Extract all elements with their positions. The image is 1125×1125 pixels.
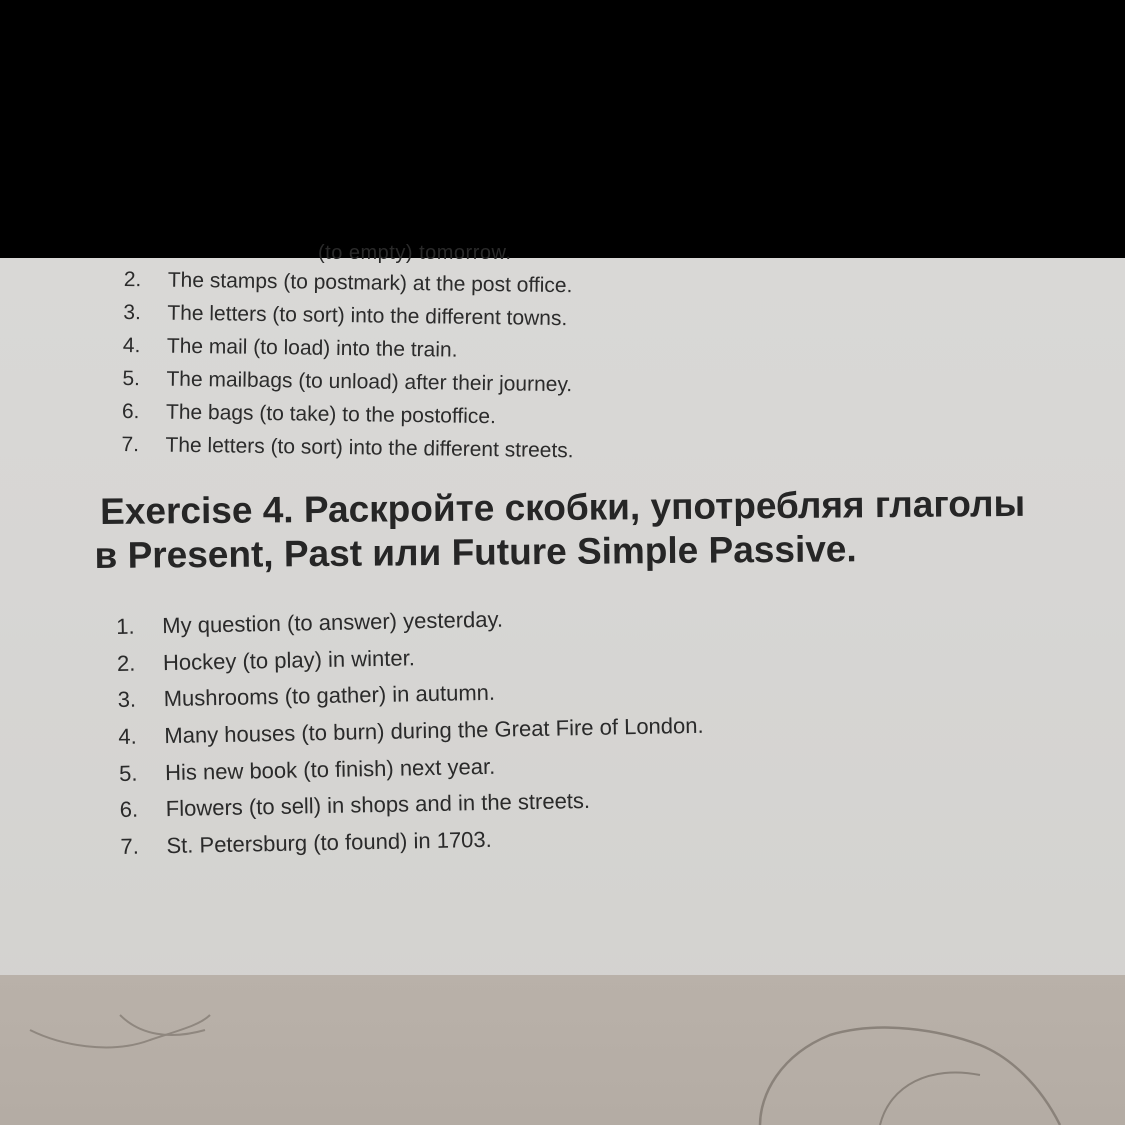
heading-line-1: Exercise 4. Раскройте скобки, употребляя глаголы (100, 482, 1026, 532)
item-number: 6. (119, 797, 139, 823)
item-number: 3. (117, 687, 137, 713)
item-text: The bags (to take) to the postoffice. (165, 400, 497, 429)
item-number: 5. (122, 366, 141, 391)
item-number: 3. (123, 300, 142, 325)
item-number: 4. (122, 333, 141, 358)
item-number: 2. (123, 267, 142, 292)
item-text: The letters (to sort) into the different towns. (167, 301, 568, 331)
item-text: Hockey (to play) in winter. (162, 644, 416, 675)
item-text: His new book (to finish) next year. (164, 753, 496, 785)
item-text: The letters (to sort) into the different streets. (165, 433, 574, 463)
heading-line-2: в Present, Past или Future Simple Passive. (94, 528, 857, 576)
item-text: The mail (to load) into the train. (166, 334, 458, 362)
item-number: 2. (116, 650, 136, 676)
previous-exercise-list (121, 266, 576, 470)
item-text: Flowers (to sell) in shops and in the streets. (165, 788, 591, 822)
item-number: 5. (118, 760, 138, 786)
item-text: Many houses (to burn) during the Great Fire of London. (164, 712, 704, 749)
list-item (121, 431, 574, 470)
item-text: Mushrooms (to gather) in autumn. (163, 680, 496, 712)
item-number: 7. (121, 432, 140, 457)
cut-off-line: (to empty) tomorrow. (318, 242, 512, 264)
dark-background (0, 0, 1125, 258)
item-text: The mailbags (to unload) after their journey. (166, 367, 573, 397)
item-number: 6. (121, 399, 140, 424)
item-text: St. Petersburg (to found) in 1703. (166, 826, 492, 859)
item-text: My question (to answer) yesterday. (162, 606, 504, 639)
item-text: The stamps (to postmark) at the post office. (167, 268, 573, 298)
exercise-heading (94, 482, 1026, 578)
exercise-4-list (116, 601, 706, 869)
item-number: 1. (116, 613, 135, 639)
item-number: 7. (120, 833, 140, 860)
item-number: 4. (118, 723, 137, 750)
table-doodle-drawing (0, 985, 1125, 1125)
